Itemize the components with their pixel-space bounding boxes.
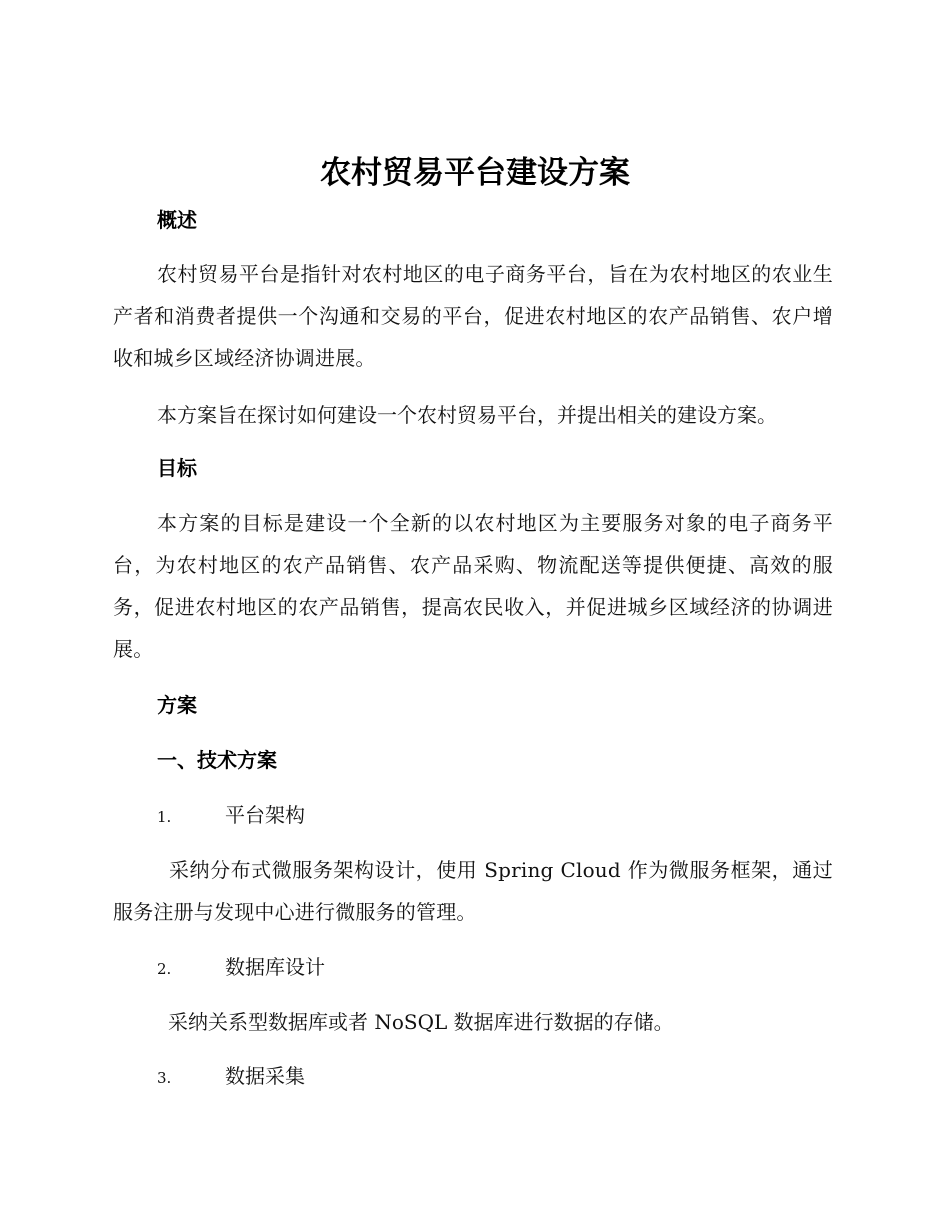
list-item-title: 数据库设计 (225, 955, 325, 979)
document-title: 农村贸易平台建设方案 (320, 155, 630, 191)
list-item-title: 数据采集 (225, 1064, 305, 1088)
overview-paragraph-2: 本方案旨在探讨如何建设一个农村贸易平台，并提出相关的建设方案。 (157, 403, 777, 427)
goal-paragraph-1: 本方案的目标是建设一个全新的以农村地区为主要服务对象的电子商务平台，为农村地区的农产品销售、农产品采购、物流配送等提供便捷、高效的服务，促进农村地区的农产品销售，提高农民收入，并促进城乡区域经济的协调进展。 (113, 511, 833, 661)
platform-architecture-body: 采纳分布式微服务架构设计，使用 Spring Cloud 作为微服务框架，通过服务注册与发现中心进行微服务的管理。 (113, 858, 833, 924)
section-heading-goal: 目标 (157, 456, 197, 480)
list-number: 1. (157, 808, 172, 826)
section-heading-plan: 方案 (157, 693, 197, 717)
section-heading-overview: 概述 (157, 208, 197, 232)
database-design-body: 采纳关系型数据库或者 NoSQL 数据库进行数据的存储。 (168, 1010, 674, 1034)
overview-paragraph-1: 农村贸易平台是指针对农村地区的电子商务平台，旨在为农村地区的农业生产者和消费者提供一个沟通和交易的平台，促进农村地区的农产品销售、农户增收和城乡区域经济协调进展。 (113, 262, 833, 370)
list-number: 2. (157, 960, 172, 978)
list-number: 3. (157, 1069, 172, 1087)
list-item-database-design (157, 952, 325, 984)
list-item-title: 平台架构 (225, 803, 305, 827)
tech-plan-heading: 一、技术方案 (157, 748, 277, 772)
list-item-data-collection (157, 1061, 305, 1093)
list-item-platform-architecture (157, 800, 305, 832)
